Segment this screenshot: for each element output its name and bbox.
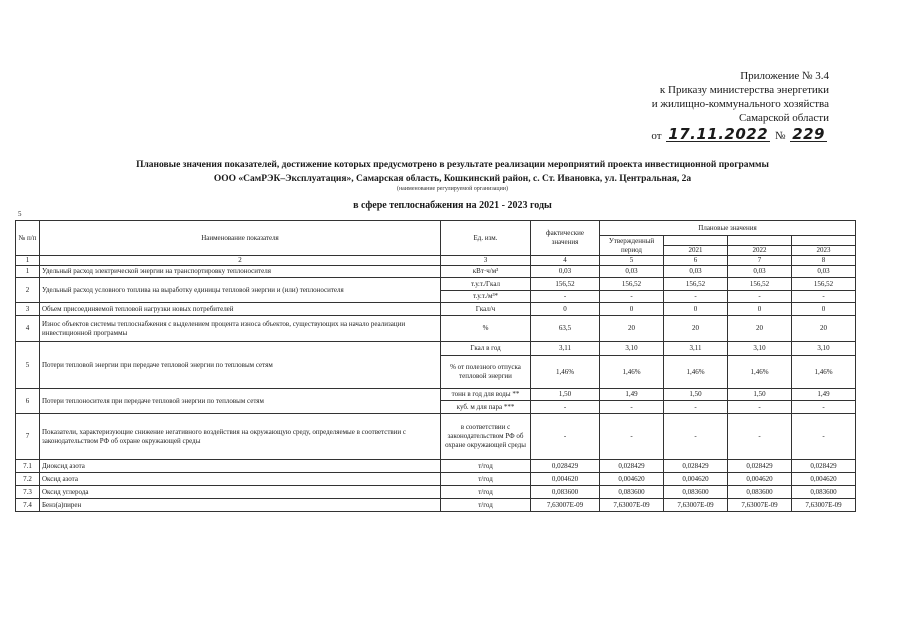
value-cell: -	[664, 401, 728, 414]
indicator-name: Оксид азота	[40, 473, 441, 486]
unit-cell: т/год	[441, 473, 531, 486]
unit-cell: т/год	[441, 460, 531, 473]
value-cell: -	[792, 291, 856, 303]
column-number: 4	[531, 256, 600, 266]
value-cell: -	[728, 414, 792, 460]
value-cell: 0,03	[792, 266, 856, 278]
header-spacer	[664, 236, 728, 246]
value-cell: 0,028429	[600, 460, 664, 473]
unit-cell: т.у.т./м³*	[441, 291, 531, 303]
value-cell: 156,52	[531, 278, 600, 291]
value-cell: 3,11	[531, 342, 600, 356]
value-cell: 1,49	[792, 389, 856, 401]
indicator-name: Бенз(а)пирен	[40, 499, 441, 512]
value-cell: -	[664, 291, 728, 303]
value-cell: 7,63007E-09	[531, 499, 600, 512]
appendix-line: к Приказу министерства энергетики	[659, 84, 829, 96]
value-cell: 0,03	[664, 266, 728, 278]
header-unit: Ед. изм.	[441, 221, 531, 256]
indicator-name: Износ объектов системы теплоснабжения с выделением процента износа объектов, существующих на начало реализации инвестиционной программы	[40, 316, 441, 342]
title-line-3: в сфере теплоснабжения на 2021 - 2023 годы	[353, 200, 552, 211]
header-spacer	[792, 236, 856, 246]
row-number: 3	[16, 303, 40, 316]
indicator-name: Удельный расход условного топлива на выработку единицы тепловой энергии и (или) теплоносителя	[40, 278, 441, 303]
header-name: Наименование показателя	[40, 221, 441, 256]
value-cell: 1,46%	[531, 356, 600, 389]
table-row	[16, 389, 856, 401]
value-cell: 0	[664, 303, 728, 316]
unit-cell: т/год	[441, 486, 531, 499]
indicator-name: Диоксид азота	[40, 460, 441, 473]
value-cell: 1,50	[531, 389, 600, 401]
header-approved: Утвержденный период	[600, 236, 664, 256]
row-number: 6	[16, 389, 40, 414]
value-cell: 0,004620	[728, 473, 792, 486]
value-cell: 0,083600	[600, 486, 664, 499]
value-cell: 0,028429	[664, 460, 728, 473]
value-cell: 3,11	[664, 342, 728, 356]
indicator-name: Оксид углерода	[40, 486, 441, 499]
unit-cell: % от полезного отпуска тепловой энергии	[441, 356, 531, 389]
value-cell: 0	[728, 303, 792, 316]
column-number: 6	[664, 256, 728, 266]
table-row	[16, 316, 856, 342]
value-cell: 156,52	[664, 278, 728, 291]
value-cell: 156,52	[728, 278, 792, 291]
value-cell: 0,03	[728, 266, 792, 278]
value-cell: 1,46%	[664, 356, 728, 389]
value-cell: 1,46%	[600, 356, 664, 389]
value-cell: 0	[600, 303, 664, 316]
value-cell: -	[600, 291, 664, 303]
value-cell: 0,03	[531, 266, 600, 278]
indicator-name: Объем присоединяемой тепловой нагрузки новых потребителей	[40, 303, 441, 316]
value-cell: 1,46%	[728, 356, 792, 389]
unit-cell: тонн в год для воды **	[441, 389, 531, 401]
column-number-row	[16, 256, 856, 266]
row-number: 7.3	[16, 486, 40, 499]
table-row	[16, 414, 856, 460]
value-cell: 0,083600	[728, 486, 792, 499]
unit-cell: т/год	[441, 499, 531, 512]
organization-caption: (наименование регулируемой организации)	[396, 186, 509, 192]
header-year-2023: 2023	[792, 246, 856, 256]
row-number: 7.1	[16, 460, 40, 473]
value-cell: 156,52	[600, 278, 664, 291]
indicator-name: Потери тепловой энергии при передаче тепловой энергии по тепловым сетям	[40, 342, 441, 389]
value-cell: 7,63007E-09	[792, 499, 856, 512]
column-number: 3	[441, 256, 531, 266]
order-date: 17.11.2022	[668, 125, 769, 143]
unit-cell: кВт·ч/м³	[441, 266, 531, 278]
appendix-block	[651, 69, 829, 143]
value-cell: 0,083600	[531, 486, 600, 499]
column-number: 5	[600, 256, 664, 266]
value-cell: 156,52	[792, 278, 856, 291]
unit-cell: в соответствии с законодательством РФ об охране окружающей среды	[441, 414, 531, 460]
row-number: 1	[16, 266, 40, 278]
row-number: 4	[16, 316, 40, 342]
header-year-2022: 2022	[728, 246, 792, 256]
title-line-2: ООО «СамРЭК–Эксплуатация», Самарская область, Кошкинский район, с. Ст. Ивановка, ул. Центральная, 2а	[213, 174, 692, 184]
order-date-number	[651, 127, 829, 143]
header-num: № п/п	[16, 221, 40, 256]
value-cell: 0	[531, 303, 600, 316]
order-number: 229	[792, 125, 825, 143]
value-cell: 0,004620	[531, 473, 600, 486]
table-row	[16, 278, 856, 291]
value-cell: 7,63007E-09	[600, 499, 664, 512]
value-cell: 20	[792, 316, 856, 342]
unit-cell: куб. м для пара ***	[441, 401, 531, 414]
value-cell: 0	[792, 303, 856, 316]
row-number: 7.2	[16, 473, 40, 486]
number-label: №	[774, 130, 786, 142]
appendix-line: и жилищно-коммунального хозяйства	[651, 98, 829, 110]
header-planned: Плановые значения	[600, 221, 856, 236]
indicators-table	[15, 220, 856, 512]
value-cell: -	[792, 401, 856, 414]
from-label: от	[651, 130, 662, 142]
row-number: 5	[16, 342, 40, 389]
header-year-2021: 2021	[664, 246, 728, 256]
value-cell: 0,028429	[728, 460, 792, 473]
value-cell: 20	[728, 316, 792, 342]
value-cell: 20	[664, 316, 728, 342]
column-number: 8	[792, 256, 856, 266]
title-line-1: Плановые значения показателей, достижение которых предусмотрено в результате реализации мероприятий проекта инвестиционной программы	[136, 160, 769, 170]
row-number: 7	[16, 414, 40, 460]
value-cell: 3,10	[600, 342, 664, 356]
value-cell: 3,10	[728, 342, 792, 356]
value-cell: 7,63007E-09	[728, 499, 792, 512]
value-cell: 3,10	[792, 342, 856, 356]
value-cell: 1,46%	[792, 356, 856, 389]
table-row	[16, 342, 856, 356]
value-cell: 0,083600	[664, 486, 728, 499]
value-cell: 63,5	[531, 316, 600, 342]
value-cell: -	[728, 401, 792, 414]
header-actual: фактические значения	[531, 221, 600, 256]
value-cell: 0,028429	[792, 460, 856, 473]
value-cell: -	[531, 414, 600, 460]
table-row	[16, 303, 856, 316]
column-number: 7	[728, 256, 792, 266]
indicator-name: Потери теплоносителя при передаче тепловой энергии по тепловым сетям	[40, 389, 441, 414]
row-number: 7.4	[16, 499, 40, 512]
appendix-line: Приложение № 3.4	[740, 70, 829, 82]
value-cell: -	[792, 414, 856, 460]
value-cell: 1,50	[728, 389, 792, 401]
value-cell: 20	[600, 316, 664, 342]
header-spacer	[728, 236, 792, 246]
value-cell: 0,028429	[531, 460, 600, 473]
value-cell: 0,004620	[792, 473, 856, 486]
table-row	[16, 486, 856, 499]
unit-cell: т.у.т./Гкал	[441, 278, 531, 291]
appendix-line: Самарской области	[738, 112, 829, 124]
value-cell: -	[728, 291, 792, 303]
indicator-name: Удельный расход электрической энергии на транспортировку теплоносителя	[40, 266, 441, 278]
table-row	[16, 266, 856, 278]
table-row	[16, 473, 856, 486]
unit-cell: Гкал/ч	[441, 303, 531, 316]
column-number: 2	[40, 256, 441, 266]
value-cell: -	[531, 291, 600, 303]
row-number: 2	[16, 278, 40, 303]
value-cell: 0,004620	[664, 473, 728, 486]
column-number: 1	[16, 256, 40, 266]
indicator-name: Показатели, характеризующие снижение негативного воздействия на окружающую среду, определяемые в соответствии с законодательством РФ об охране окружающей среды	[40, 414, 441, 460]
unit-cell: Гкал в год	[441, 342, 531, 356]
value-cell: -	[664, 414, 728, 460]
value-cell: 0,03	[600, 266, 664, 278]
value-cell: 1,50	[664, 389, 728, 401]
value-cell: -	[531, 401, 600, 414]
value-cell: 1,49	[600, 389, 664, 401]
value-cell: -	[600, 401, 664, 414]
table-row	[16, 460, 856, 473]
value-cell: -	[600, 414, 664, 460]
value-cell: 0,083600	[792, 486, 856, 499]
value-cell: 0,004620	[600, 473, 664, 486]
unit-cell: %	[441, 316, 531, 342]
page-mark: 5	[18, 210, 22, 218]
table-row	[16, 499, 856, 512]
value-cell: 7,63007E-09	[664, 499, 728, 512]
